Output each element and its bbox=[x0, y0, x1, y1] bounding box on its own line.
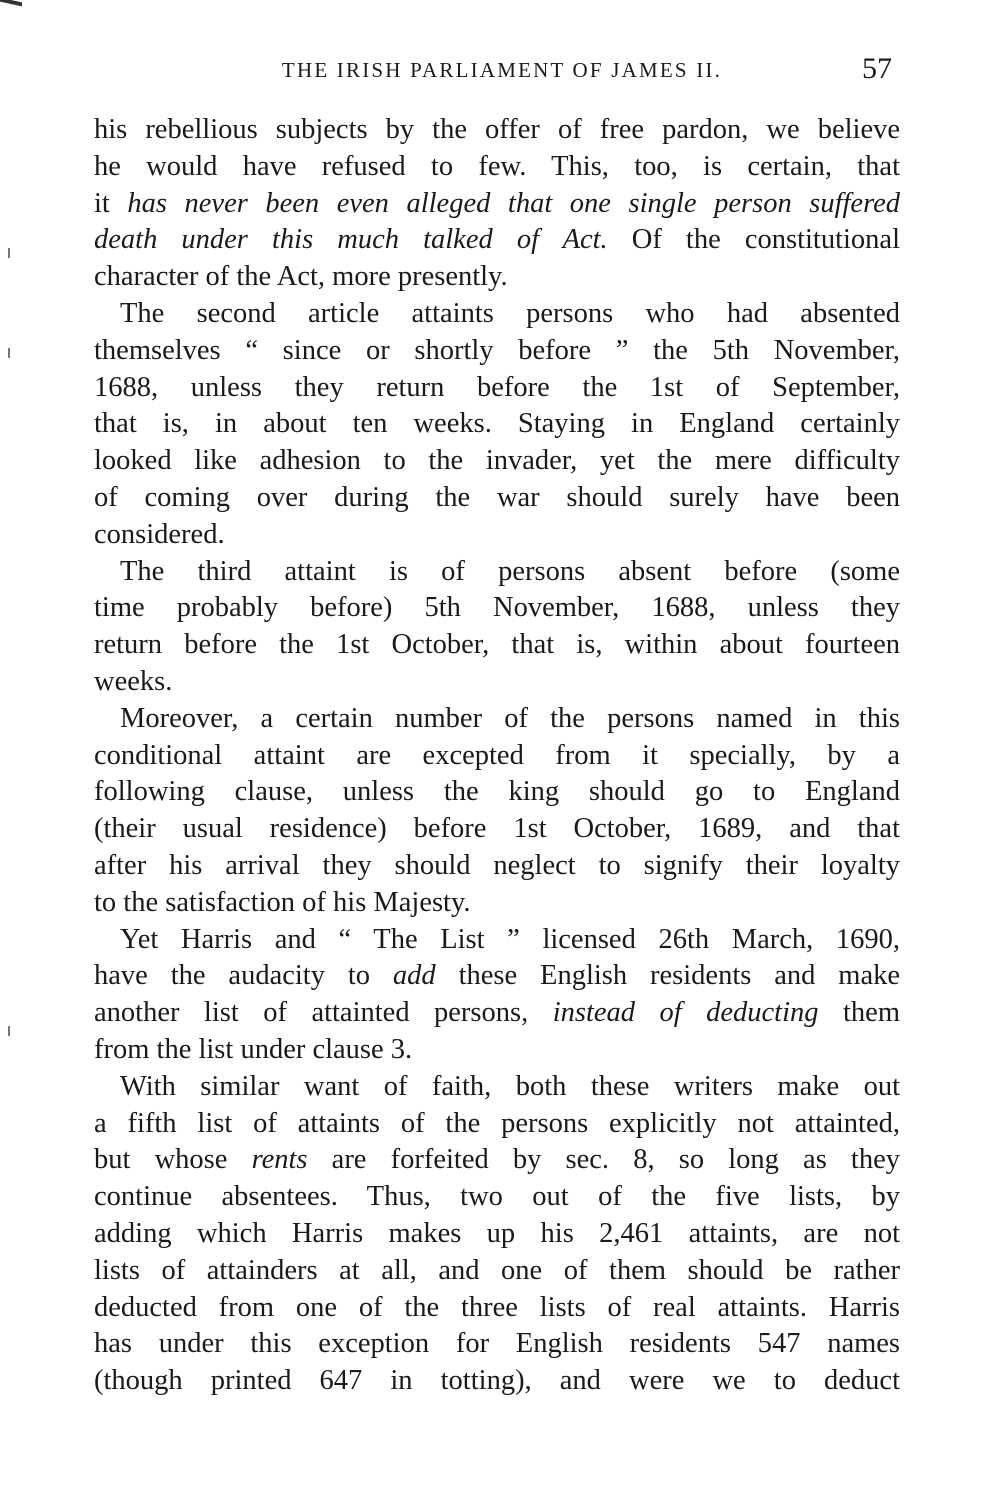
margin-speck bbox=[8, 248, 10, 258]
text-line: from the list under clause 3. bbox=[94, 1033, 413, 1065]
text-line: Moreover, a certain number of the persons named in this bbox=[120, 702, 900, 734]
text-line: With similar want of faith, both these writers make out bbox=[120, 1070, 900, 1102]
text-line: his rebellious subjects by the offer of free pardon, we believe bbox=[94, 114, 900, 145]
text-line: adding which Harris makes up his 2,461 attaints, are not bbox=[94, 1217, 900, 1249]
text-line: (though printed 647 in totting), and were we to deduct bbox=[94, 1365, 900, 1397]
body-text bbox=[94, 112, 900, 1400]
text-line: following clause, unless the king should go to England bbox=[94, 776, 900, 808]
margin-speck bbox=[8, 1026, 10, 1036]
text-line: it has never been even alleged that one single person suffered bbox=[94, 187, 900, 219]
text-line: has under this exception for English residents 547 names bbox=[94, 1328, 900, 1360]
text-line: (their usual residence) before 1st October, 1689, and that bbox=[94, 813, 900, 845]
text-line: of coming over during the war should surely have been bbox=[94, 481, 900, 513]
text-line: conditional attaint are excepted from it specially, by a bbox=[94, 739, 900, 771]
text-line: but whose rents are forfeited by sec. 8, so long as they bbox=[94, 1144, 901, 1176]
running-head: THE IRISH PARLIAMENT OF JAMES II. bbox=[281, 58, 723, 82]
text-line: themselves “ since or shortly before ” the 5th November, bbox=[94, 334, 900, 366]
page-number: 57 bbox=[862, 52, 892, 85]
text-line: another list of attainted persons, instead of deducting them bbox=[94, 997, 900, 1029]
text-line: character of the Act, more presently. bbox=[94, 261, 508, 293]
text-line: to the satisfaction of his Majesty. bbox=[94, 886, 471, 918]
text-line: Yet Harris and “ The List ” licensed 26th March, 1690, bbox=[120, 923, 900, 955]
text-line: 1688, unless they return before the 1st of September, bbox=[94, 371, 900, 403]
text-line: a fifth list of attaints of the persons explicitly not attainted, bbox=[94, 1107, 900, 1139]
text-line: that is, in about ten weeks. Staying in England certainly bbox=[94, 408, 900, 440]
text-line: weeks. bbox=[94, 665, 173, 697]
text-line: have the audacity to add these English residents and make bbox=[94, 960, 900, 992]
margin-speck bbox=[8, 348, 10, 358]
text-line: deducted from one of the three lists of real attaints. Harris bbox=[94, 1291, 900, 1323]
text-line: The third attaint is of persons absent before (some bbox=[120, 555, 900, 587]
text-line: The second article attaints persons who had absented bbox=[120, 297, 900, 329]
text-line: time probably before) 5th November, 1688, unless they bbox=[94, 592, 900, 624]
text-line: continue absentees. Thus, two out of the five lists, by bbox=[94, 1181, 900, 1213]
text-line: death under this much talked of Act. Of the constitutional bbox=[94, 224, 900, 256]
text-line: looked like adhesion to the invader, yet the mere difficulty bbox=[94, 445, 900, 477]
text-line: considered. bbox=[94, 518, 225, 550]
text-line: lists of attainders at all, and one of them should be rather bbox=[94, 1254, 900, 1286]
text-line: return before the 1st October, that is, within about fourteen bbox=[94, 629, 900, 661]
text-line: he would have refused to few. This, too, is certain, that bbox=[94, 150, 900, 182]
corner-ink-mark bbox=[0, 0, 22, 6]
text-line: after his arrival they should neglect to signify their loyalty bbox=[94, 849, 900, 881]
